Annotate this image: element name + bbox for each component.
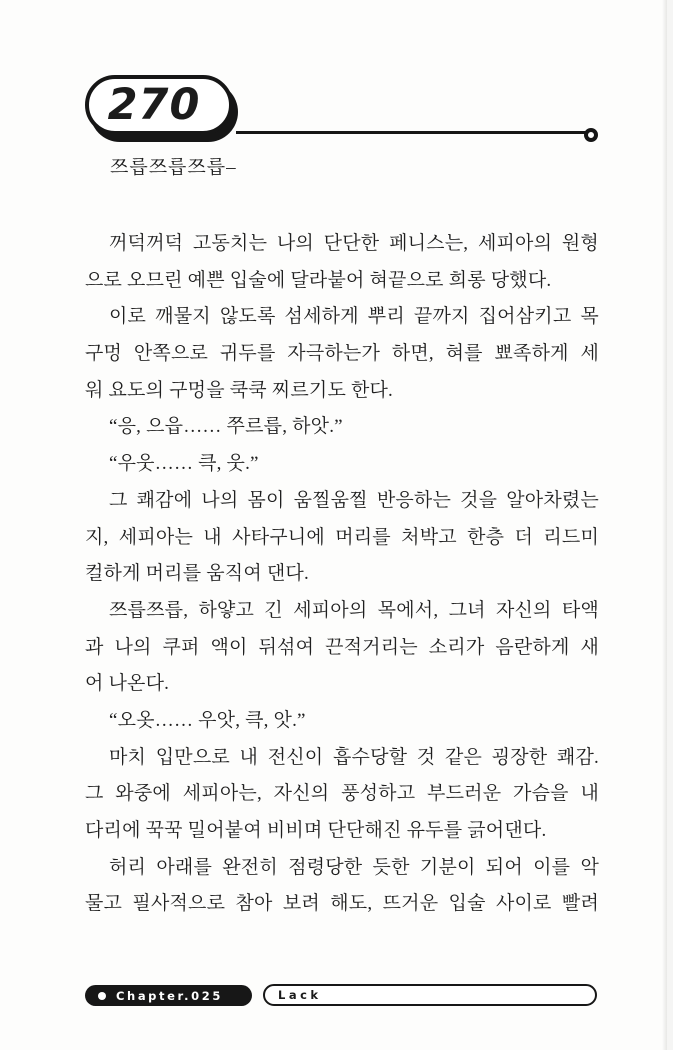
page-number-badge bbox=[85, 75, 233, 135]
chapter-label: Chapter.025 bbox=[116, 988, 223, 1003]
header-rule-end-ring-icon bbox=[584, 128, 598, 142]
body-line: 으로 오므린 예쁜 입술에 달라붙어 혀끝으로 희롱 당했다. bbox=[85, 269, 552, 291]
header-rule-line bbox=[236, 131, 586, 134]
chapter-badge bbox=[85, 985, 252, 1006]
body-line: 구멍 안쪽으로 귀두를 자극하는가 하면, 혀를 뾰족하게 세 bbox=[85, 343, 599, 365]
body-line: 지, 세피아는 내 사타구니에 머리를 처박고 한층 더 리드미 bbox=[85, 526, 599, 548]
body-line: 컬하게 머리를 움직여 댄다. bbox=[85, 563, 309, 585]
body-line: 꺼덕꺼덕 고동치는 나의 단단한 페니스는, 세피아의 원형 bbox=[109, 233, 599, 254]
body-line: 다리에 꾹꾹 밀어붙여 비비며 단단해진 유두를 긁어댄다. bbox=[85, 820, 547, 841]
body-line: 물고 필사적으로 참아 보려 해도, 뜨거운 입술 사이로 빨려 bbox=[85, 893, 599, 915]
body-line: 허리 아래를 완전히 점령당한 듯한 기분이 되어 이를 악 bbox=[109, 856, 599, 878]
body-line: 그 와중에 세피아는, 자신의 풍성하고 부드러운 가슴을 내 bbox=[85, 783, 599, 805]
body-line: “오옷…… 우앗, 큭, 앗.” bbox=[109, 709, 306, 731]
body-line: 과 나의 쿠퍼 액이 뒤섞여 끈적거리는 소리가 음란하게 새 bbox=[85, 636, 599, 658]
book-title-badge bbox=[263, 984, 597, 1006]
body-line: 워 요도의 구멍을 쿡쿡 찌르기도 한다. bbox=[85, 379, 394, 401]
scan-page-edge bbox=[667, 0, 673, 1050]
body-line: 마치 입만으로 내 전신이 흡수당할 것 같은 굉장한 쾌감. bbox=[109, 746, 599, 768]
body-text bbox=[85, 226, 599, 923]
body-line: 어 나온다. bbox=[85, 673, 170, 695]
body-line: 이로 깨물지 않도록 섬세하게 뿌리 끝까지 집어삼키고 목 bbox=[109, 306, 599, 328]
book-title-label: Lack bbox=[278, 988, 322, 1002]
bullet-icon bbox=[98, 992, 106, 1000]
body-line: 그 쾌감에 나의 몸이 움찔움찔 반응하는 것을 알아차렸는 bbox=[109, 489, 599, 511]
body-line: “응, 으읍…… 쭈르릅, 하앗.” bbox=[109, 416, 343, 438]
page-number: 270 bbox=[107, 79, 201, 130]
scan-edge-shadow bbox=[662, 0, 667, 1050]
sfx-line: 쯔릅쯔릅쯔릅– bbox=[110, 157, 237, 178]
body-line: “우웃…… 큭, 웃.” bbox=[109, 453, 259, 475]
body-line: 쯔릅쯔릅, 하얗고 긴 세피아의 목에서, 그녀 자신의 타액 bbox=[109, 599, 599, 621]
